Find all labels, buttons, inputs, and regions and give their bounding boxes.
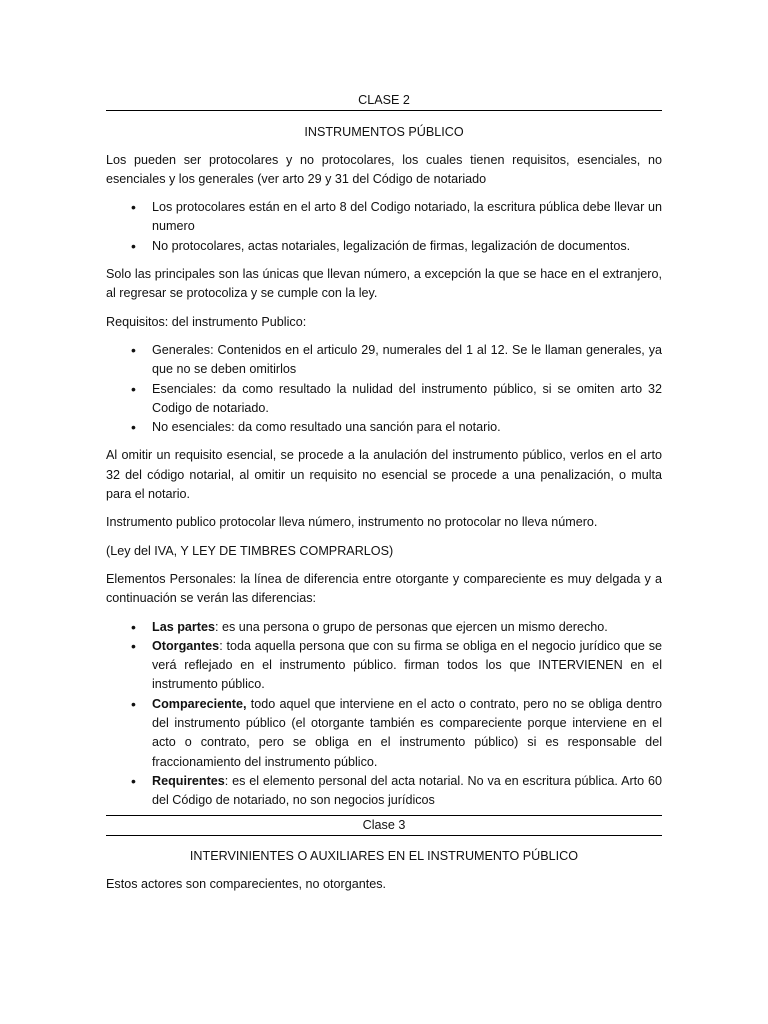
paragraph-requisitos-title: Requisitos: del instrumento Publico: bbox=[106, 314, 307, 329]
paragraph-iva-note: (Ley del IVA, Y LEY DE TIMBRES COMPRARLOS) bbox=[106, 543, 394, 558]
section-title-clase-2: CLASE 2 bbox=[358, 93, 410, 107]
section-divider bbox=[106, 835, 662, 836]
term-label: Compareciente, bbox=[152, 696, 247, 711]
list-item bbox=[152, 618, 662, 637]
term-definition: todo aquel que interviene en el acto o contrato, pero no se obliga dentro del instrumento público (el otorgante también es compareciente porque interviene en el acto o contrato, pero se obliga en el instrumento público) si es responsable del fraccionamiento del instrumento público. bbox=[152, 696, 662, 769]
term-definition: : es una persona o grupo de personas que ejercen un mismo derecho. bbox=[215, 619, 608, 634]
document-body bbox=[106, 91, 662, 894]
paragraph-elementos-intro: Elementos Personales: la línea de diferencia entre otorgante y compareciente es muy delgada y a continuación se verán las diferencias: bbox=[106, 571, 662, 606]
section-divider bbox=[106, 110, 662, 111]
list-item: • Los protocolares están en el arto 8 del Codigo notariado, la escritura pública debe llevar un numero bbox=[152, 198, 662, 237]
term-label: Otorgantes bbox=[152, 638, 220, 653]
term-label: Las partes bbox=[152, 619, 215, 634]
list-item bbox=[152, 637, 662, 695]
term-definition: : es el elemento personal del acta notarial. No va en escritura pública. Arto 60 del Código de notariado, no son negocios jurídicos bbox=[152, 773, 662, 808]
paragraph-numbering-rule: Instrumento publico protocolar lleva número, instrumento no protocolar no lleva número. bbox=[106, 515, 598, 530]
list-item bbox=[152, 695, 662, 772]
paragraph-omission: Al omitir un requisito esencial, se procede a la anulación del instrumento público, verlos en el arto 32 del código notarial, al omitir un requisito no esencial se procede a una penalización, o multa para el notario. bbox=[106, 448, 662, 502]
term-label: Requirentes bbox=[152, 773, 225, 788]
list-item: • No protocolares, actas notariales, legalización de firmas, legalización de documentos. bbox=[152, 237, 662, 256]
list-item: • Generales: Contenidos en el articulo 29, numerales del 1 al 12. Se le llaman generales, ya que no se deben omitirlos bbox=[152, 341, 662, 380]
section-subtitle: INSTRUMENTOS PÚBLICO bbox=[304, 125, 464, 140]
elementos-list bbox=[106, 618, 662, 811]
list-item bbox=[152, 772, 662, 811]
types-list bbox=[106, 198, 662, 256]
requisitos-list bbox=[106, 341, 662, 437]
term-definition: : toda aquella persona que con su firma se obliga en el negocio jurídico que se verá reflejado en el instrumento público. firman todos los que INTERVIENEN en el instrumento público. bbox=[152, 638, 662, 692]
paragraph-numbering-note: Solo las principales son las únicas que llevan número, a excepción la que se hace en el extranjero, al regresar se protocoliza y se cumple con la ley. bbox=[106, 267, 662, 301]
list-item: • No esenciales: da como resultado una sanción para el notario. bbox=[152, 418, 662, 437]
section-title-clase-3: Clase 3 bbox=[362, 817, 406, 832]
list-item: • Esenciales: da como resultado la nulidad del instrumento público, si se omiten arto 32 Codigo de notariado. bbox=[152, 380, 662, 419]
section-subtitle: INTERVINIENTES O AUXILIARES EN EL INSTRUMENTO PÚBLICO bbox=[189, 848, 579, 863]
paragraph-intro: Los pueden ser protocolares y no protocolares, los cuales tienen requisitos, esenciales, no esenciales y los generales (ver arto 29 y 31 del Código de notariado bbox=[106, 152, 662, 186]
paragraph-clase3-intro: Estos actores son comparecientes, no otorgantes. bbox=[106, 877, 387, 892]
